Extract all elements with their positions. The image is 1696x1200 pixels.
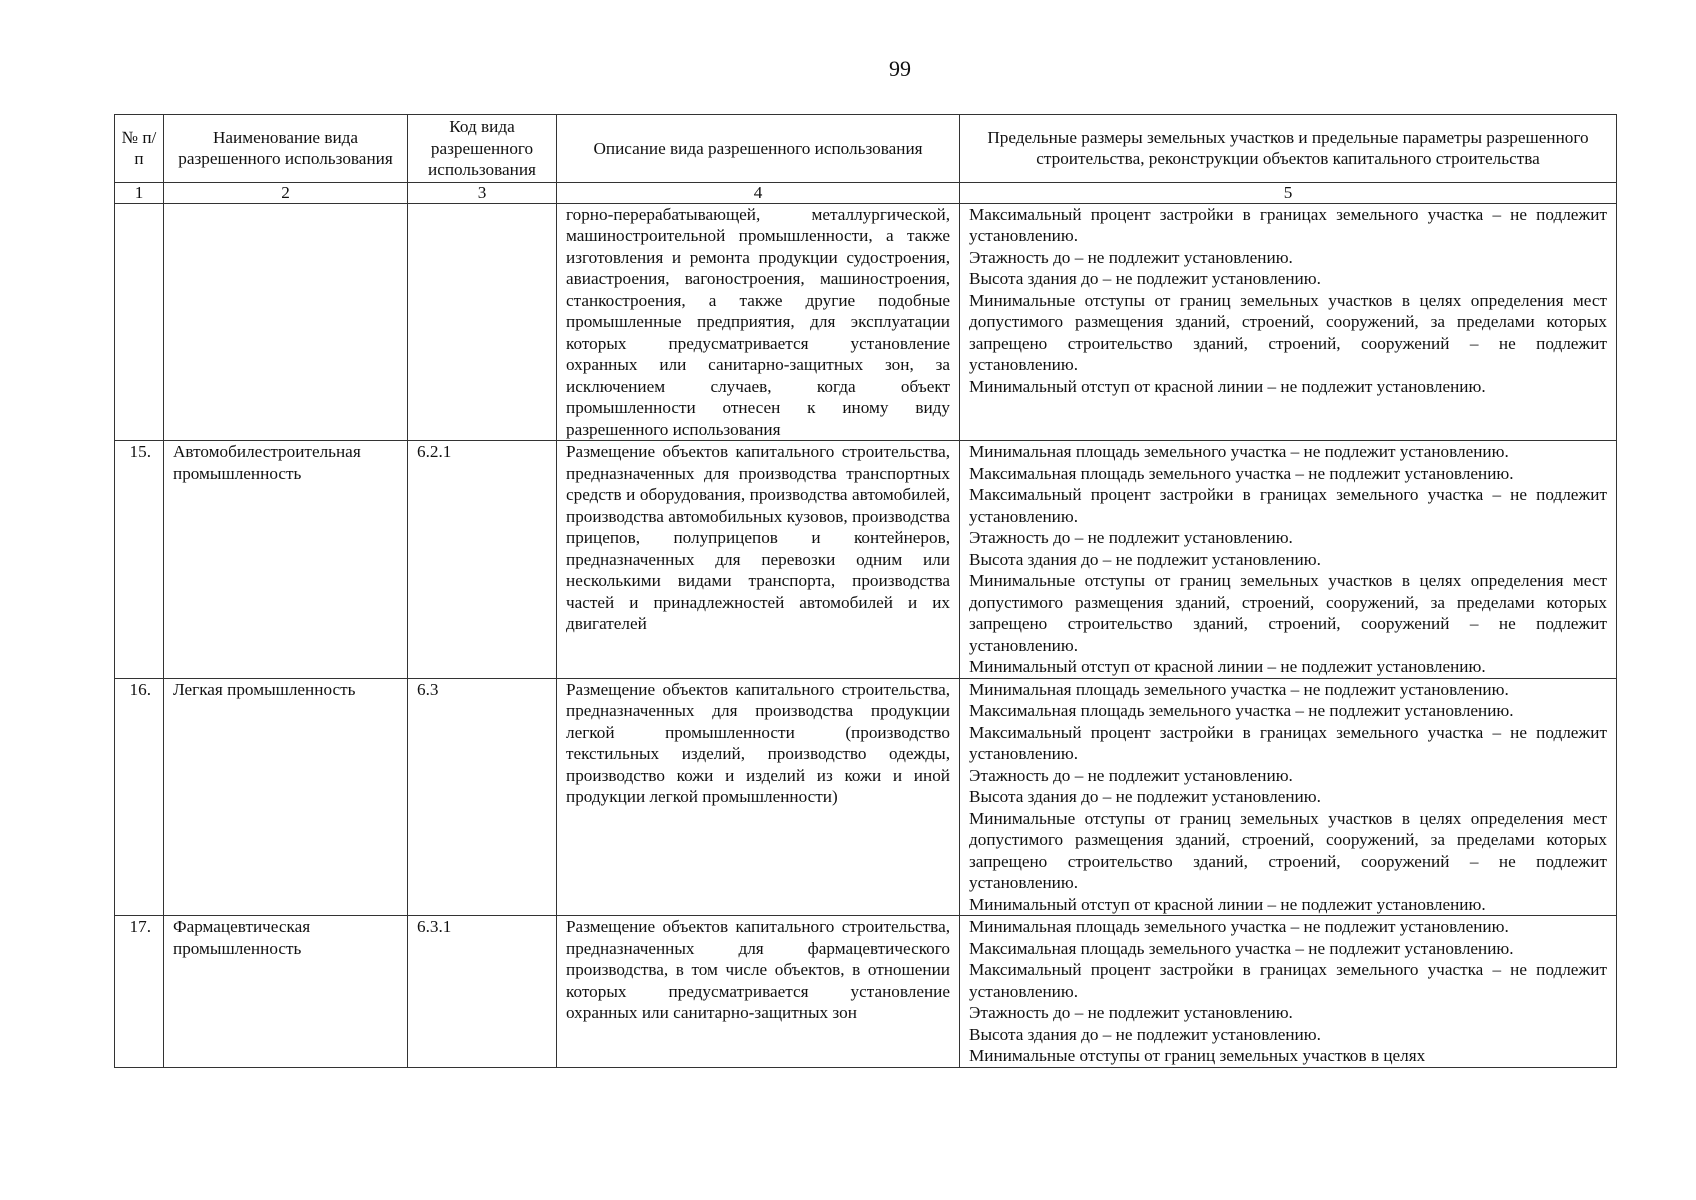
table-row <box>115 916 1617 1068</box>
parameter-line: Максимальный процент застройки в границах земельного участка – не подлежит установлению. <box>969 722 1607 763</box>
header-description: Описание вида разрешенного использования <box>557 115 960 183</box>
header-name: Наименование вида разрешенного использования <box>164 115 408 183</box>
parameter-line: Максимальная площадь земельного участка – не подлежит установлению. <box>969 463 1514 483</box>
table-row <box>115 203 1617 441</box>
parameter-line: Минимальный отступ от красной линии – не подлежит установлению. <box>969 376 1486 396</box>
parameter-line: Минимальные отступы от границ земельных участков в целях <box>969 1046 1426 1065</box>
parameter-line: Минимальная площадь земельного участка – не подлежит установлению. <box>969 442 1509 461</box>
header-number: № п/п <box>115 115 164 183</box>
row-number: 17. <box>115 916 164 1068</box>
parameter-line: Этажность до – не подлежит установлению. <box>969 247 1293 267</box>
table-row <box>115 441 1617 679</box>
column-number: 5 <box>960 182 1617 203</box>
parameter-line: Высота здания до – не подлежит установлению. <box>969 1024 1321 1044</box>
parameter-line: Минимальный отступ от красной линии – не подлежит установлению. <box>969 657 1486 676</box>
parameter-line: Минимальные отступы от границ земельных участков в целях определения мест допустимого размещения зданий, строений, сооружений, за пределами которых запрещено строительство зданий, строений, сооружений – не подлежит установлению. <box>969 571 1607 655</box>
parameter-line: Минимальная площадь земельного участка – не подлежит установлению. <box>969 679 1509 699</box>
table-header-row <box>115 115 1617 183</box>
use-type-name: Автомобилестроительная промышленность <box>164 441 408 679</box>
column-number: 2 <box>164 182 408 203</box>
parameter-line: Этажность до – не подлежит установлению. <box>969 1003 1293 1022</box>
row-number: 15. <box>115 441 164 679</box>
parameter-line: Максимальный процент застройки в границах земельного участка – не подлежит установлению. <box>969 485 1607 526</box>
use-type-parameters <box>960 203 1617 441</box>
column-number: 3 <box>408 182 557 203</box>
use-type-code: 6.3.1 <box>408 916 557 1068</box>
parameter-line: Высота здания до – не подлежит установлению. <box>969 549 1321 569</box>
use-type-description: Размещение объектов капитального строительства, предназначенных для производства транспортных средств и оборудования, производства автомобилей, производства автомобильных кузовов, производства прицепов, полуприцепов и контейнеров, предназначенных для перевозки одним или несколькими видами транспорта, производства частей и принадлежностей автомобилей и их двигателей <box>557 441 960 679</box>
use-type-code: 6.3 <box>408 678 557 916</box>
use-type-parameters <box>960 441 1617 679</box>
land-use-table <box>114 114 1617 1068</box>
use-type-parameters <box>960 678 1617 916</box>
use-type-description: Размещение объектов капитального строительства, предназначенных для фармацевтического производства, в том числе объектов, в отношении которых предусматривается установление охранных или санитарно-защитных зон <box>557 916 960 1068</box>
use-type-name <box>164 203 408 441</box>
row-number <box>115 203 164 441</box>
parameter-line: Этажность до – не подлежит установлению. <box>969 528 1293 547</box>
parameter-line: Минимальные отступы от границ земельных участков в целях определения мест допустимого размещения зданий, строений, сооружений, за пределами которых запрещено строительство зданий, строений, сооружений – не подлежит установлению. <box>969 808 1607 892</box>
page-number: 99 <box>889 56 911 81</box>
parameter-line: Минимальная площадь земельного участка – не подлежит установлению. <box>969 917 1509 936</box>
use-type-description: Размещение объектов капитального строительства, предназначенных для производства продукции легкой промышленности (производство текстильных изделий, производство одежды, производство кожи и изделий из кожи и иной продукции легкой промышленности) <box>557 678 960 916</box>
table-row <box>115 678 1617 916</box>
parameter-line: Высота здания до – не подлежит установлению. <box>969 269 1321 288</box>
parameter-line: Этажность до – не подлежит установлению. <box>969 765 1293 785</box>
parameter-line: Максимальная площадь земельного участка – не подлежит установлению. <box>969 938 1514 958</box>
header-code: Код вида разрешенного использования <box>408 115 557 183</box>
row-number: 16. <box>115 678 164 916</box>
parameter-line: Максимальная площадь земельного участка – не подлежит установлению. <box>969 701 1514 720</box>
parameter-line: Максимальный процент застройки в границах земельного участка – не подлежит установлению. <box>969 960 1607 1001</box>
header-parameters: Предельные размеры земельных участков и предельные параметры разрешенного строительства, реконструкции объектов капитального строительства <box>960 115 1617 183</box>
parameter-line: Максимальный процент застройки в границах земельного участка – не подлежит установлению. <box>969 204 1607 245</box>
column-number: 1 <box>115 182 164 203</box>
use-type-code: 6.2.1 <box>408 441 557 679</box>
column-number: 4 <box>557 182 960 203</box>
column-number-row <box>115 182 1617 203</box>
parameter-line: Минимальный отступ от красной линии – не подлежит установлению. <box>969 894 1486 914</box>
use-type-name: Фармацевтическая промышленность <box>164 916 408 1068</box>
parameter-line: Высота здания до – не подлежит установлению. <box>969 787 1321 806</box>
use-type-name: Легкая промышленность <box>164 678 408 916</box>
use-type-parameters <box>960 916 1617 1068</box>
parameter-line: Минимальные отступы от границ земельных участков в целях определения мест допустимого размещения зданий, строений, сооружений, за пределами которых запрещено строительство зданий, строений, сооружений – не подлежит установлению. <box>969 290 1607 374</box>
use-type-code <box>408 203 557 441</box>
use-type-description: горно-перерабатывающей, металлургической, машиностроительной промышленности, а также изготовления и ремонта продукции судостроения, авиастроения, вагоностроения, машиностроения, станкостроения, а также другие подобные промышленные предприятия, для эксплуатации которых предусматривается установление охранных или санитарно-защитных зон, за исключением случаев, когда объект промышленности отнесен к иному виду разрешенного использования <box>557 203 960 441</box>
